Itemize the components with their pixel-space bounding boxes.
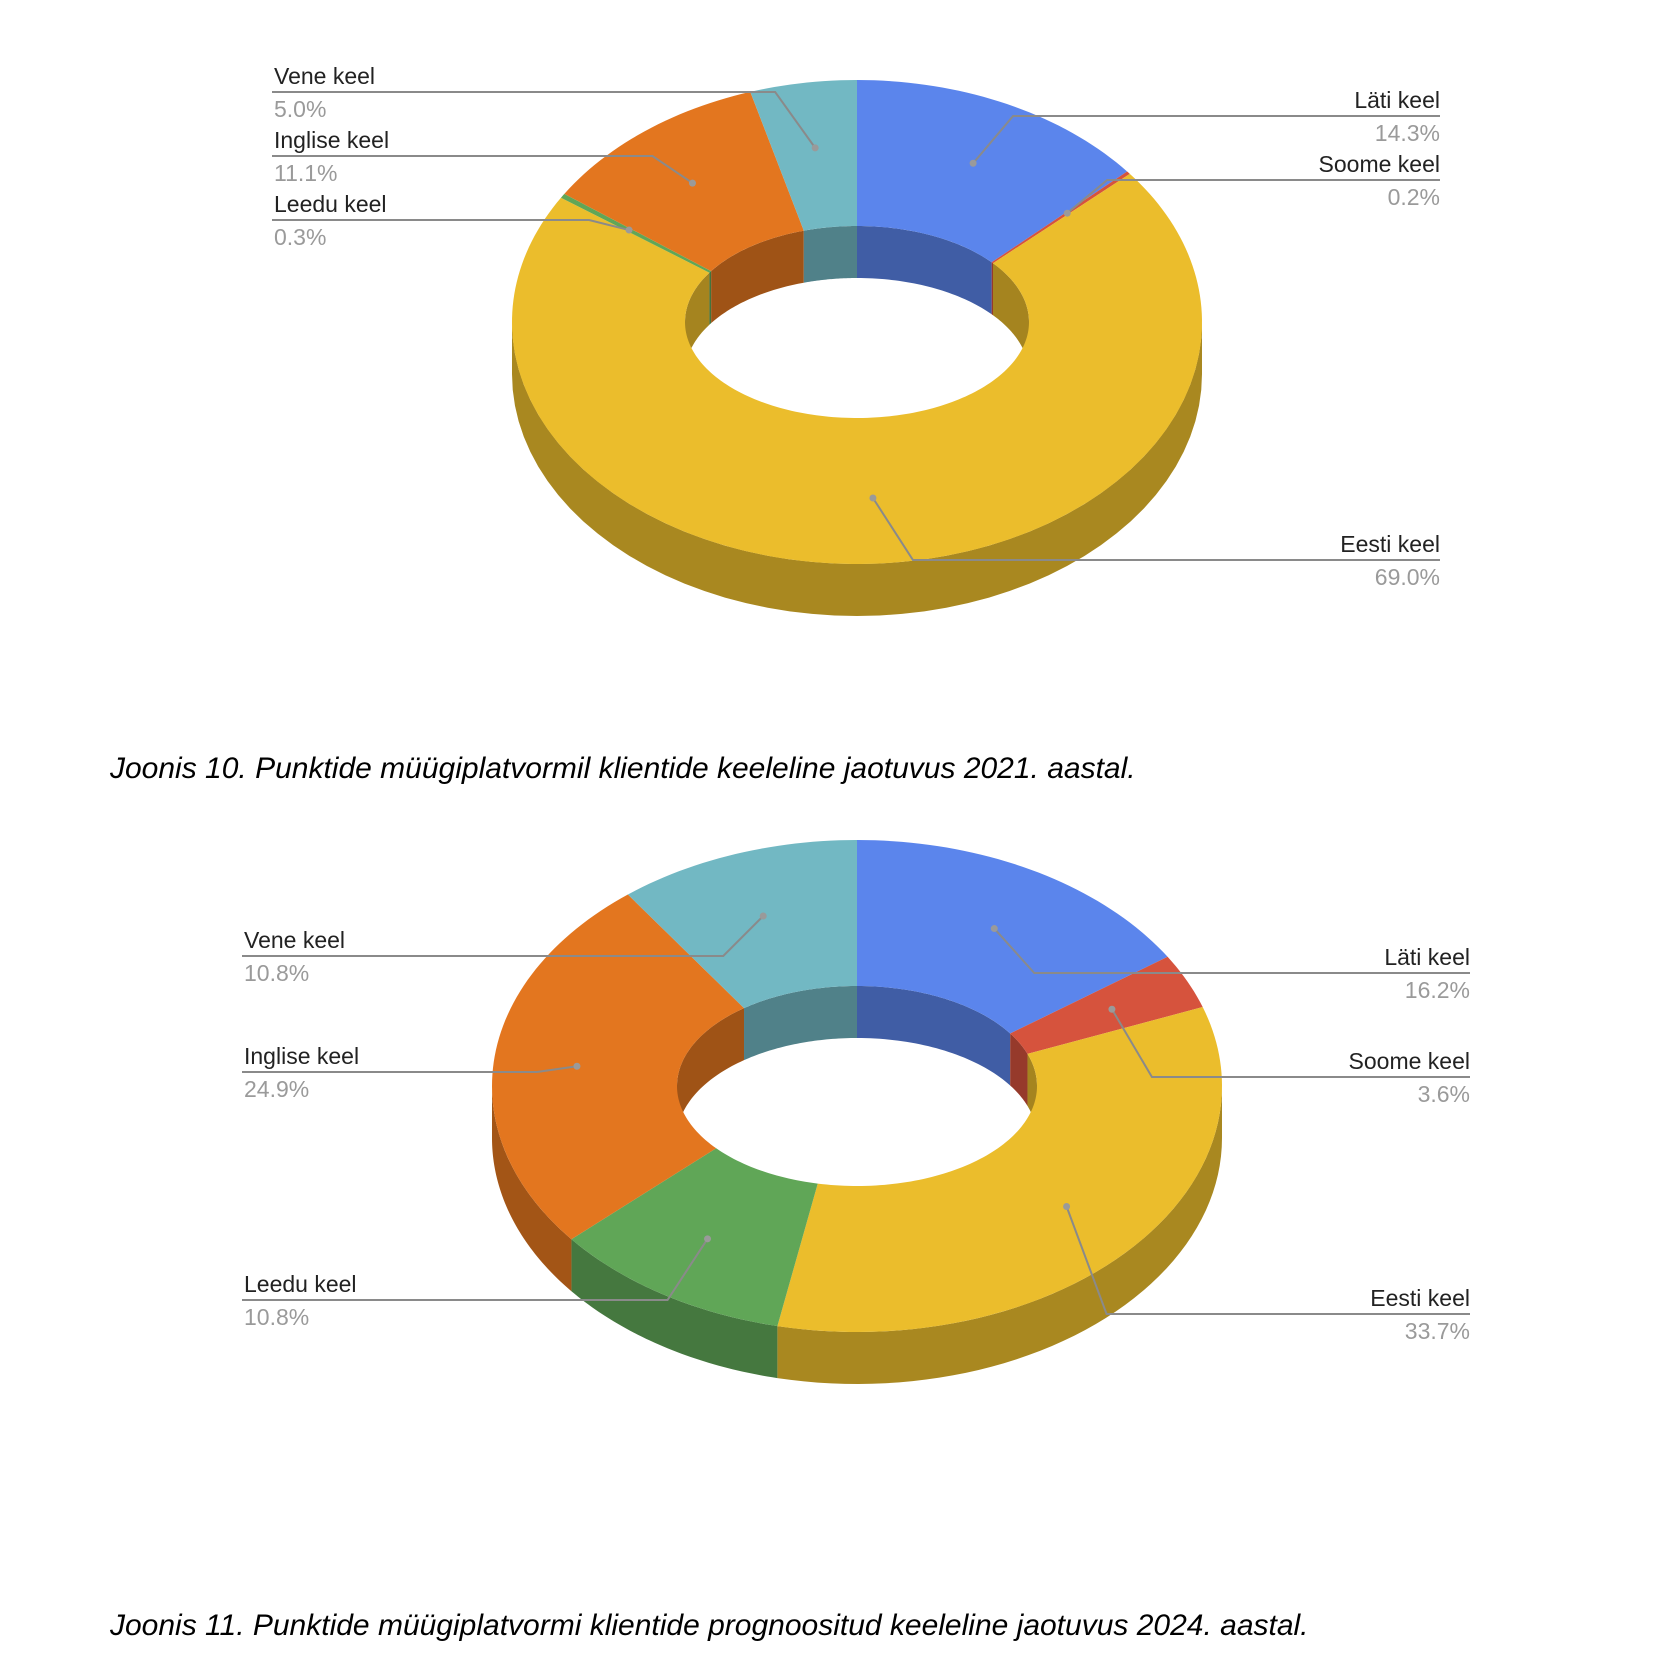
slice-value-inglise-keel: 24.9% (244, 1076, 310, 1102)
leader-dot-soome-keel (1108, 1006, 1115, 1013)
slice-inner-wall-leedu-keel (709, 271, 711, 325)
leader-dot-vene-keel (812, 144, 819, 151)
slice-value-eesti-keel: 33.7% (1404, 1318, 1470, 1344)
slice-label-leedu-keel: Leedu keel (244, 1271, 357, 1297)
leader-dot-l-ti-keel (970, 160, 977, 167)
donut-top (512, 80, 1202, 564)
leader-dot-inglise-keel (573, 1063, 580, 1070)
leader-dot-l-ti-keel (991, 925, 998, 932)
slice-value-vene-keel: 10.8% (244, 960, 310, 986)
slice-label-vene-keel: Vene keel (274, 63, 376, 89)
slice-label-eesti-keel: Eesti keel (1370, 1285, 1470, 1311)
donut-chart-2024 (0, 840, 1678, 1480)
leader-dot-leedu-keel (626, 227, 633, 234)
slice-value-vene-keel: 5.0% (274, 96, 327, 122)
slice-label-vene-keel: Vene keel (244, 927, 346, 953)
leader-dot-eesti-keel (869, 494, 876, 501)
slice-label-soome-keel: Soome keel (1348, 1048, 1470, 1074)
slice-value-soome-keel: 3.6% (1417, 1081, 1470, 1107)
leader-dot-eesti-keel (1063, 1203, 1070, 1210)
slice-label-l-ti-keel: Läti keel (1354, 87, 1440, 113)
donut-chart-2024-svg (0, 840, 1678, 1480)
slice-label-eesti-keel: Eesti keel (1340, 531, 1440, 557)
leader-dot-leedu-keel (704, 1235, 711, 1242)
leader-dot-soome-keel (1064, 210, 1071, 217)
slice-label-inglise-keel: Inglise keel (274, 127, 390, 153)
slice-value-l-ti-keel: 16.2% (1404, 977, 1470, 1003)
slice-label-leedu-keel: Leedu keel (274, 191, 387, 217)
leader-dot-inglise-keel (689, 180, 696, 187)
slice-value-eesti-keel: 69.0% (1374, 564, 1440, 590)
leader-dot-vene-keel (760, 912, 767, 919)
slice-value-l-ti-keel: 14.3% (1374, 120, 1440, 146)
slice-label-l-ti-keel: Läti keel (1384, 944, 1470, 970)
slice-value-leedu-keel: 10.8% (244, 1304, 310, 1330)
donut-chart-2021 (0, 0, 1678, 680)
donut-chart-2021-svg (0, 0, 1678, 680)
slice-value-inglise-keel: 11.1% (274, 160, 338, 186)
figure-caption-10: Joonis 10. Punktide müügiplatvormil klientide keeleline jaotuvus 2021. aastal. (110, 752, 1136, 785)
donut-top (492, 840, 1222, 1332)
figure-caption-11: Joonis 11. Punktide müügiplatvormi klientide prognoositud keeleline jaotuvus 2024. aastal. (110, 1609, 1309, 1642)
slice-inner-wall-soome-keel (992, 262, 993, 315)
slice-value-leedu-keel: 0.3% (274, 224, 327, 250)
slice-value-soome-keel: 0.2% (1387, 184, 1440, 210)
slice-inner-wall-vene-keel (804, 226, 857, 283)
slice-label-soome-keel: Soome keel (1318, 151, 1440, 177)
slice-label-inglise-keel: Inglise keel (244, 1043, 360, 1069)
